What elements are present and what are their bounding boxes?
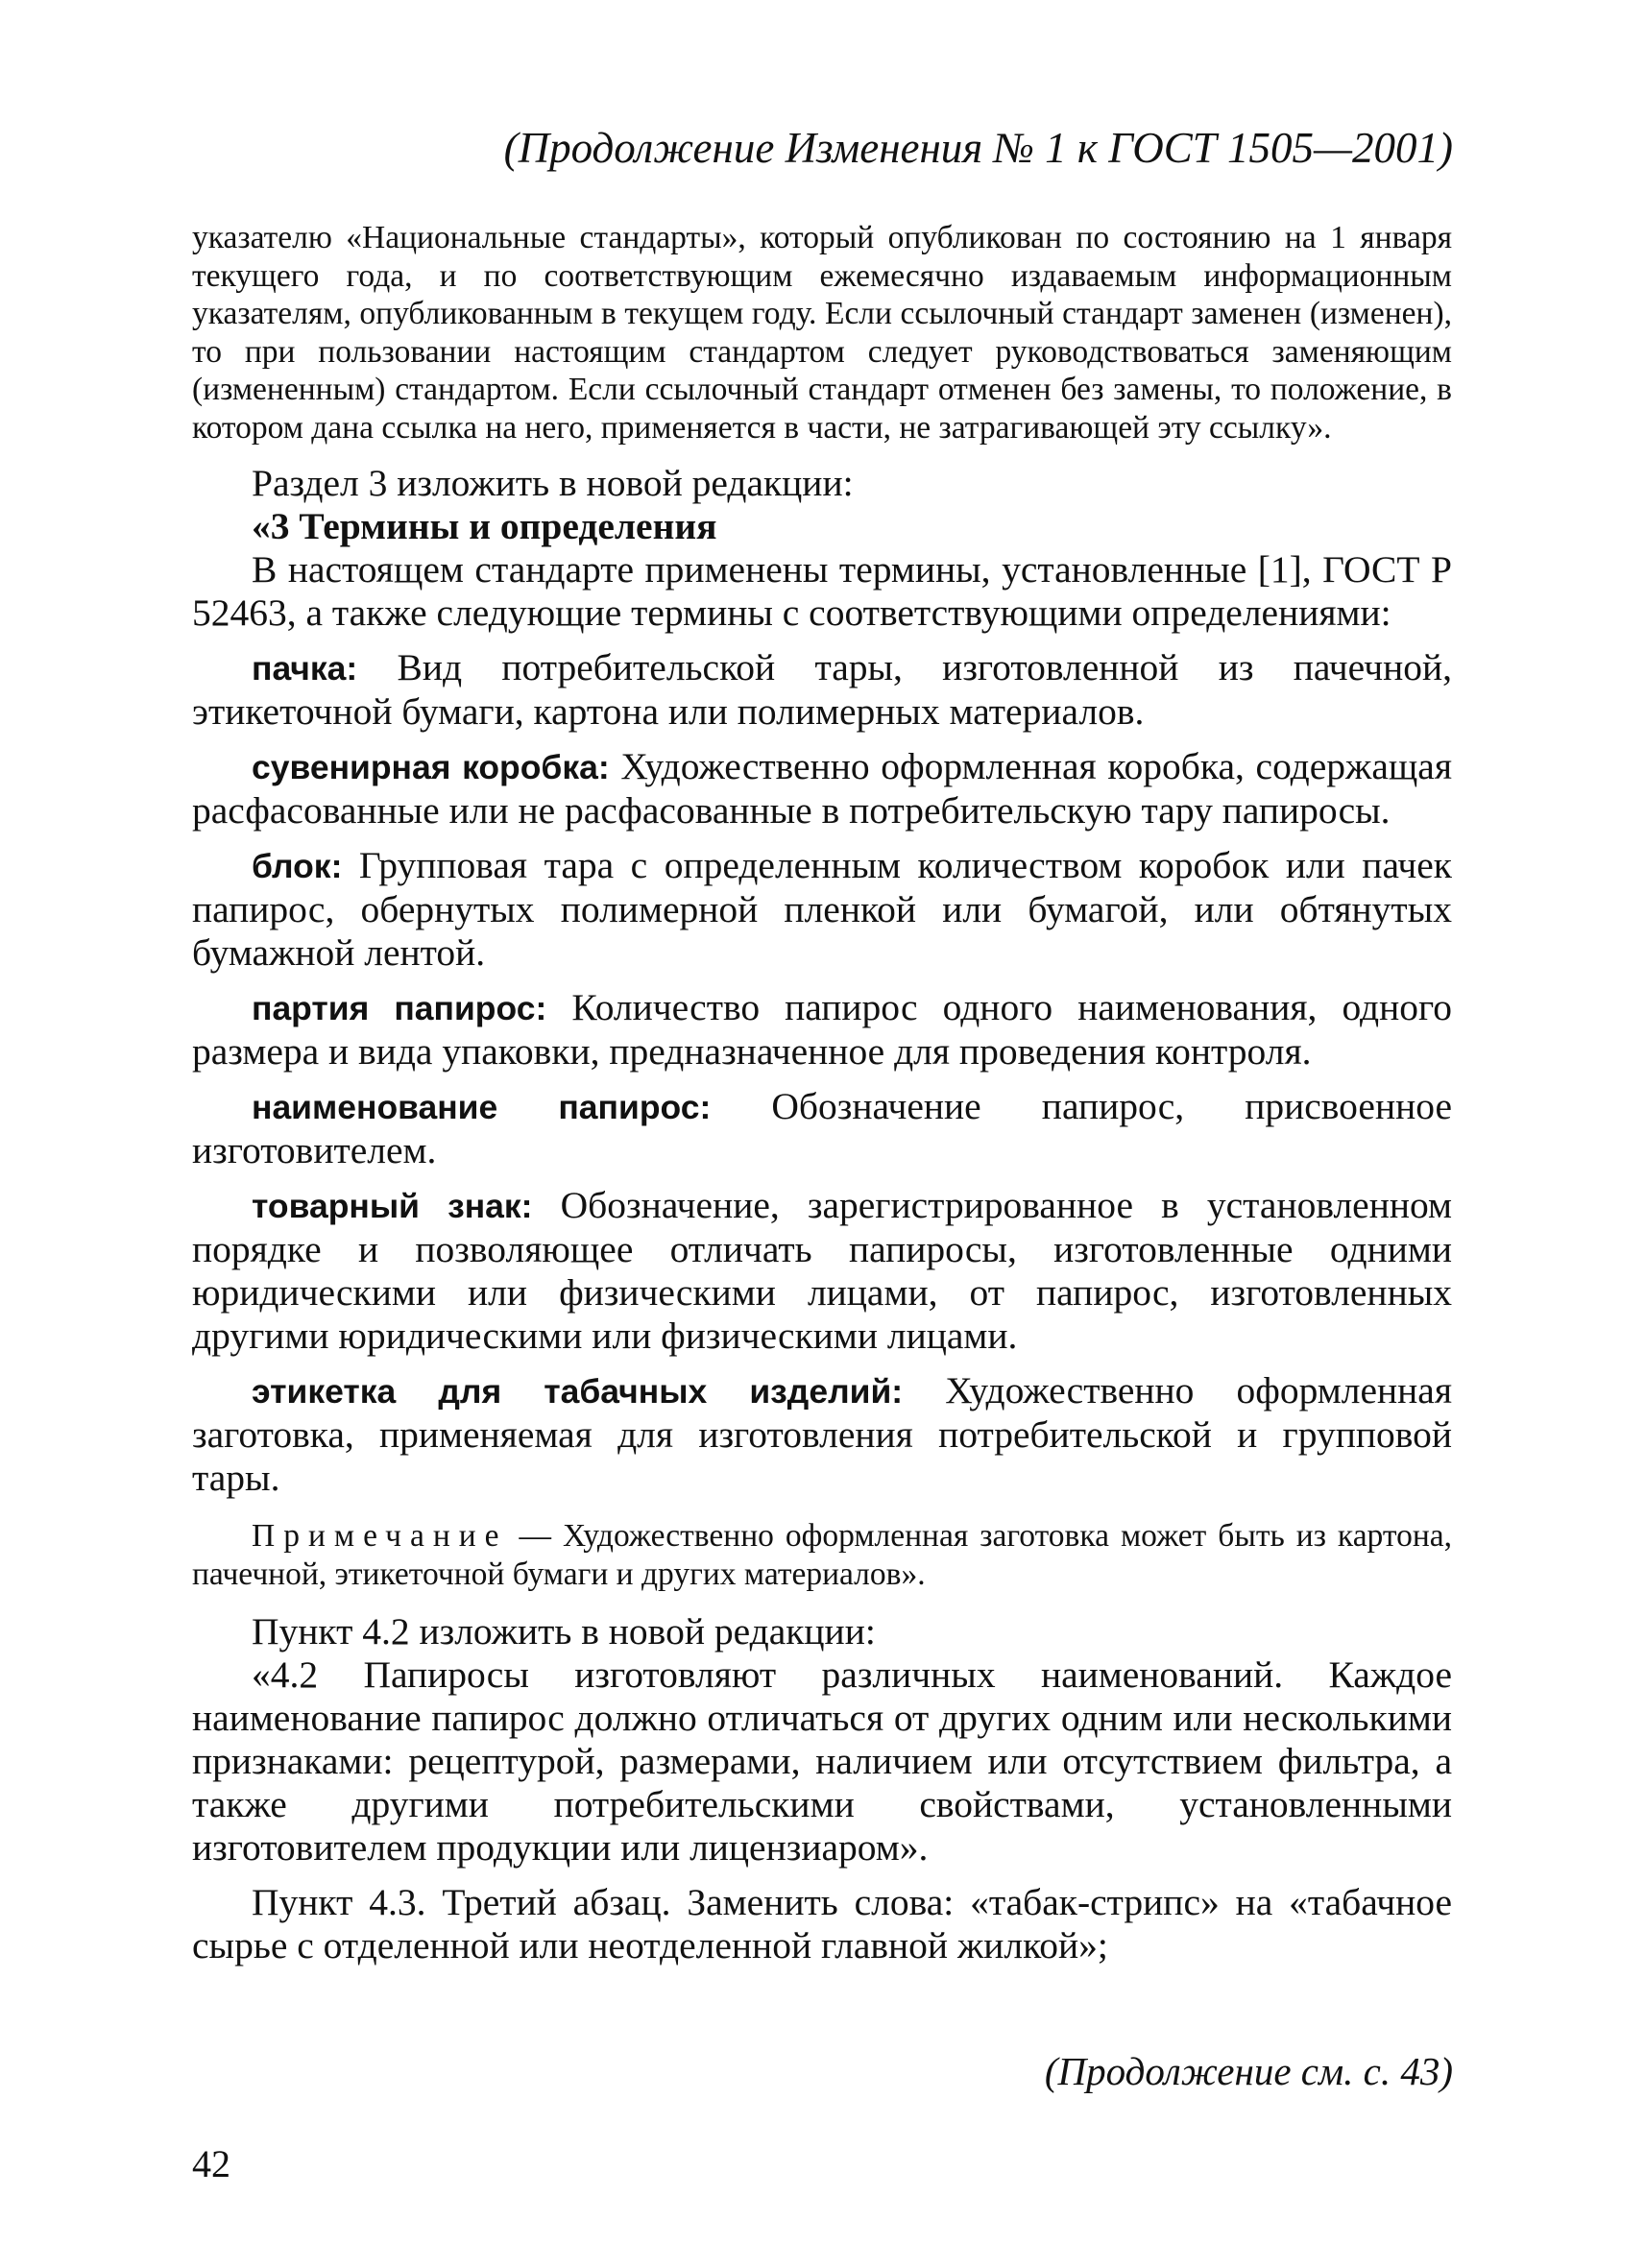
page-number: 42 — [192, 2142, 230, 2185]
term-paragraph — [192, 1085, 1452, 1172]
document-body — [192, 219, 1452, 1967]
term-paragraph — [192, 745, 1452, 832]
section3-lead: В настоящем стандарте применены термины, установленные [1], ГОСТ Р 52463, а также следующие термины с соответствующими определениями: — [192, 548, 1452, 634]
term-paragraph — [192, 844, 1452, 975]
term-label: товарный знак: — [252, 1187, 533, 1225]
term-paragraph — [192, 646, 1452, 734]
note-label: Примечание — [252, 1518, 508, 1554]
term-definition: Обозначение папирос, присвоенное изготовителем. — [192, 1085, 1452, 1171]
note-text: — Художественно оформленная заготовка может быть из картона, пачечной, этикеточной бумаги и других материалов». — [192, 1518, 1452, 1592]
term-definition: Обозначение, зарегистрированное в установленном порядке и позволяющее отличать папиросы, изготовленные одними юридическими или физическими лицами, от папирос, изготовленных другими юридическими или физическими лицами. — [192, 1184, 1452, 1357]
term-definition: Количество папирос одного наименования, одного размера и вида упаковки, предназначенное для проведения контроля. — [192, 986, 1453, 1073]
term-definition: Вид потребительской тары, изготовленной из пачечной, этикеточной бумаги, картона или полимерных материалов. — [192, 646, 1452, 733]
term-label: пачка: — [252, 649, 358, 688]
term-label: наименование папирос: — [252, 1088, 712, 1126]
note-paragraph — [192, 1517, 1452, 1593]
running-header: (Продолжение Изменения № 1 к ГОСТ 1505—2001) — [503, 124, 1453, 172]
point42-text: «4.2 Папиросы изготовляют различных наименований. Каждое наименование папирос должно отличаться от других одним или несколькими признаками: рецептурой, размерами, наличием или отсутствием фильтра, а также другими потребительскими свойствами, установленными изготовителем продукции или лицензиаром». — [192, 1653, 1452, 1869]
section3-instruction: Раздел 3 изложить в новой редакции: — [252, 462, 854, 504]
term-label: партия папирос: — [252, 989, 547, 1027]
term-paragraph — [192, 986, 1452, 1074]
continuation-footer: (Продолжение см. с. 43) — [1044, 2049, 1453, 2093]
point42-instruction: Пункт 4.2 изложить в новой редакции: — [252, 1610, 876, 1653]
term-label: сувенирная коробка: — [252, 748, 610, 786]
term-paragraph — [192, 1369, 1452, 1500]
term-label: блок: — [252, 847, 343, 885]
term-paragraph — [192, 1184, 1452, 1358]
section3-title: «3 Термины и определения — [252, 505, 717, 547]
term-label: этикетка для табачных изделий: — [252, 1372, 904, 1411]
term-definition: Художественно оформленная коробка, содержащая расфасованные или не расфасованные в потребительскую тару папиросы. — [192, 745, 1452, 832]
point43-text: Пункт 4.3. Третий абзац. Заменить слова: «табак-стрипс» на «табачное сырье с отделенной или неотделенной главной жилкой»; — [192, 1881, 1452, 1966]
term-definition: Групповая тара с определенным количеством коробок или пачек папирос, обернутых полимерной пленкой или бумагой, или обтянутых бумажной лентой. — [192, 844, 1452, 974]
term-definition: Художественно оформленная заготовка, применяемая для изготовления потребительской и групповой тары. — [192, 1369, 1452, 1499]
intro-paragraph: указателю «Национальные стандарты», который опубликован по состоянию на 1 января текущего года, и по соответствующим ежемесячно издаваемым информационным указателям, опубликованным в текущем году. Если ссылочный стандарт заменен (изменен), то при пользовании настоящим стандартом следует руководствоваться заменяющим (измененным) стандартом. Если ссылочный стандарт отменен без замены, то положение, в котором дана ссылка на него, применяется в части, не затрагивающей эту ссылку». — [192, 220, 1452, 446]
